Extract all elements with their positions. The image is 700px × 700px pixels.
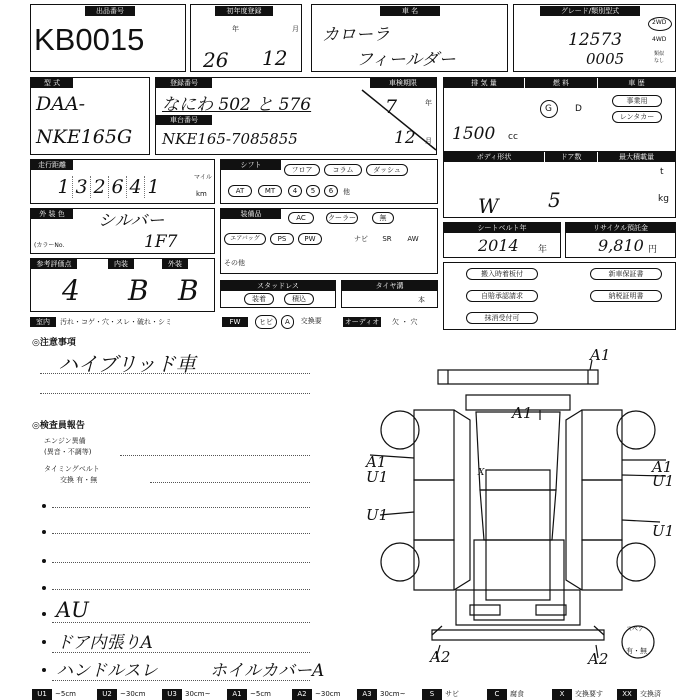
model-name-line2: フィールダー — [356, 50, 456, 70]
legend-value: 腐食 — [510, 690, 524, 698]
inspector-item-2: ドア内張りA — [56, 633, 153, 653]
notes-line-rule — [40, 373, 310, 374]
equip-navi: ナビ — [354, 235, 368, 243]
doc-warranty: 新車保証書 — [590, 268, 662, 280]
inner-text: 汚れ・コゲ・穴・スレ・破れ・シミ — [60, 318, 172, 326]
diag-label-u1-right: U1 — [652, 472, 675, 490]
shift-gear-4: 4 — [288, 185, 302, 197]
interior-value: B — [128, 274, 149, 307]
audio-label: オーディオ — [344, 318, 380, 326]
type-line2: NKE165G — [36, 126, 133, 148]
purpose-business: 事業用 — [612, 95, 662, 107]
grade-value2: 0005 — [586, 50, 625, 68]
legend-value: ~5cm — [55, 690, 76, 698]
tire-unit: 本 — [418, 296, 425, 304]
inspector-rule — [52, 622, 310, 623]
first-reg-year-unit: 年 — [232, 25, 239, 33]
stanley-loaded: 積込 — [284, 293, 314, 305]
seatbelt-header: シートベルト年 — [444, 223, 560, 233]
diag-label-u1-left2: U1 — [366, 506, 389, 524]
legend-value: ~30cm — [120, 690, 146, 698]
legend-value: ~30cm — [315, 690, 341, 698]
eval-header: 参考評価点 — [31, 259, 77, 269]
legend-value: 30cm~ — [380, 690, 406, 698]
fw-replace: 交換要 — [300, 317, 322, 325]
equip-none: 無 — [372, 212, 394, 224]
lot-number: KB0015 — [34, 22, 145, 57]
timing-rule — [150, 482, 310, 483]
legend-key: U2 — [97, 689, 117, 700]
exterior-value: B — [178, 274, 199, 307]
doc-delivery-board: 搬入時着板付 — [466, 268, 538, 280]
interior-header: 内装 — [108, 259, 134, 269]
inspector-rule — [52, 589, 310, 590]
doc-insurance: 自賠承認請求 — [466, 290, 538, 302]
inspector-item-3: ハンドルスレ — [56, 661, 158, 681]
color-code-label: (カラーNo. — [34, 242, 65, 249]
grade-note: 類似 なし — [654, 51, 665, 64]
diag-label-u1-left: U1 — [366, 468, 389, 486]
diag-label-x: X — [478, 468, 485, 478]
engine-rule — [120, 455, 310, 456]
diag-label-a1-top: A1 — [590, 346, 611, 364]
fuel-d: D — [575, 104, 582, 114]
exterior-header: 外装 — [162, 259, 188, 269]
fw-a: A — [281, 315, 294, 329]
inspection-month: 12 — [394, 128, 416, 148]
body-value: W — [478, 194, 499, 218]
recycle-header: リサイクル預託金 — [566, 223, 675, 233]
equip-ac: AC — [288, 212, 314, 224]
doc-tax: 納税証明書 — [590, 290, 662, 302]
color-header: 外 装 色 — [31, 209, 73, 219]
mileage-digit: 3 — [73, 176, 91, 198]
car-diagram — [360, 340, 690, 685]
recycle-value: 9,810 — [598, 236, 644, 255]
stanley-mounted: 装着 — [244, 293, 274, 305]
legend-key: A2 — [292, 689, 312, 700]
inspector-rule — [52, 507, 310, 508]
first-reg-header: 初年度登録 — [215, 6, 273, 16]
mileage-digit: 1 — [55, 176, 73, 198]
diag-label-a2-left: A2 — [430, 648, 451, 666]
type-header: 型 式 — [31, 78, 73, 88]
doors-header: ドア数 — [545, 152, 597, 162]
bullet — [42, 559, 46, 563]
bullet — [42, 612, 46, 616]
fw-crack: ヒビ — [255, 315, 277, 329]
legend-value: 交換要す — [575, 690, 603, 698]
shift-mt: MT — [258, 185, 282, 197]
purpose-rental: レンタカー — [612, 111, 662, 123]
grade-header: グレード/類別型式 — [540, 6, 640, 16]
inspection-year: 7 — [385, 96, 398, 118]
mileage-mile: マイル — [194, 174, 212, 181]
notes-header: ◎注意事項 — [32, 338, 76, 348]
notes-line1: ハイブリッド車 — [58, 352, 196, 376]
engine-label: エンジン異備 — [44, 437, 86, 445]
displacement-value: 1500 — [452, 124, 496, 144]
first-reg-month: 12 — [262, 46, 288, 70]
equipment-header: 装備品 — [221, 209, 281, 219]
fuel-g: G — [545, 104, 552, 114]
legend-key: A3 — [357, 689, 377, 700]
doc-cancel: 抹消受付可 — [466, 312, 538, 324]
equip-row2 — [224, 233, 426, 245]
shift-dash: ダッシュ — [366, 164, 408, 176]
model-name-header: 車 名 — [380, 6, 440, 16]
spare-label: スペア — [626, 626, 645, 633]
recycle-unit: 円 — [648, 245, 658, 255]
mileage-header: 走行距離 — [31, 160, 73, 170]
color-code: 1F7 — [144, 232, 178, 252]
equip-sr: SR — [382, 235, 392, 243]
shift-gear-5: 5 — [306, 185, 320, 197]
legend-key: C — [487, 689, 507, 700]
bullet — [42, 586, 46, 590]
chassis-value: NKE165-7085855 — [162, 130, 298, 148]
mileage-unit: km — [196, 190, 207, 198]
audio-text: 欠 ・ 穴 — [392, 318, 418, 326]
model-name-line1: カローラ — [322, 25, 390, 45]
doors-value: 5 — [548, 188, 561, 212]
equip-ps: PS — [270, 233, 294, 245]
capacity-unit-kg: kg — [658, 194, 669, 204]
shift-header: シフト — [221, 160, 281, 170]
shift-column: コラム — [324, 164, 362, 176]
legend-key: S — [422, 689, 442, 700]
equip-airbag: エアバッグ — [224, 233, 266, 245]
engine-label2: (異音・不調等) — [44, 448, 92, 456]
grade-value1: 12573 — [568, 30, 623, 50]
displacement-header: 排 気 量 — [444, 78, 524, 88]
seatbelt-value: 2014 — [478, 236, 519, 255]
tire-header: タイヤ溝 — [342, 281, 437, 291]
inspector-header: ◎検査員報告 — [32, 421, 85, 431]
diag-label-a2-right: A2 — [588, 650, 609, 668]
body-header: ボディ形状 — [444, 152, 544, 162]
inspector-item-1: AU — [56, 598, 89, 622]
bullet — [42, 640, 46, 644]
diag-label-a1-right: A1 — [652, 458, 673, 476]
legend-value: 30cm~ — [185, 690, 211, 698]
capacity-header: 最大積載量 — [598, 152, 675, 162]
mileage-digit: 6 — [109, 176, 127, 198]
spare-opts: 有・無 — [626, 647, 647, 655]
shift-other: 他 — [343, 188, 350, 196]
chassis-header: 車台番号 — [156, 115, 212, 125]
inspector-rule — [52, 652, 310, 653]
inspector-rule — [52, 562, 310, 563]
bullet — [42, 504, 46, 508]
first-reg-year: 26 — [203, 48, 229, 72]
capacity-unit: t — [660, 167, 664, 177]
notes-line-rule — [40, 393, 310, 394]
eval-value: 4 — [62, 274, 80, 307]
equip-aw: AW — [407, 235, 419, 243]
legend-value: サビ — [445, 690, 459, 698]
inner-label: 室内 — [30, 317, 56, 327]
shift-at: AT — [228, 185, 252, 197]
mileage-digit: 1 — [147, 176, 160, 198]
first-reg-month-unit: 月 — [292, 25, 299, 33]
inspector-rule — [52, 680, 310, 681]
shift-floor: フロア — [284, 164, 320, 176]
displacement-unit: cc — [508, 132, 518, 142]
color-value: シルバー — [98, 211, 165, 231]
mileage-digit: 4 — [127, 176, 145, 198]
shift-gear-6: 6 — [324, 185, 338, 197]
diag-label-a1-left: A1 — [366, 453, 387, 471]
type-line1: DAA- — [36, 93, 86, 115]
inspection-year-unit: 年 — [425, 99, 432, 107]
timing-label: タイミングベルト — [44, 465, 100, 473]
legend-key: U3 — [162, 689, 182, 700]
purpose-header: 車 歴 — [598, 78, 675, 88]
fuel-header: 燃 料 — [525, 78, 597, 88]
seatbelt-unit: 年 — [538, 245, 548, 255]
equip-cooler: クーラー — [328, 214, 356, 222]
inspector-rule — [52, 533, 310, 534]
diag-label-u1-right2: U1 — [652, 522, 675, 540]
lot-header: 出品番号 — [85, 6, 135, 16]
bullet — [42, 530, 46, 534]
timing-label2: 交換 有・無 — [60, 476, 98, 484]
mileage-digit: 2 — [91, 176, 109, 198]
inspector-item-4: ホイルカバーA — [210, 661, 325, 681]
mileage-digits — [55, 176, 162, 198]
drive-2wd: 2WD — [652, 19, 667, 26]
legend-value: ~5cm — [250, 690, 271, 698]
fw-label: FW — [222, 317, 248, 327]
drive-4wd: 4WD — [652, 36, 667, 43]
inspection-header: 車検期限 — [370, 78, 436, 88]
legend-value: 交換済 — [640, 690, 661, 698]
bullet — [42, 668, 46, 672]
equip-pw: PW — [298, 233, 322, 245]
legend-key: X — [552, 689, 572, 700]
legend-key: A1 — [227, 689, 247, 700]
reg-header: 登録番号 — [156, 78, 212, 88]
legend-key: XX — [617, 689, 637, 700]
stanley-header: スタッドレス — [221, 281, 335, 291]
equip-other: その他 — [224, 259, 245, 267]
fw-opts — [255, 315, 325, 329]
reg-value: なにわ 502 と 576 — [162, 95, 312, 115]
inspection-month-unit: 月 — [425, 137, 432, 145]
legend-key: U1 — [32, 689, 52, 700]
diag-label-a1-mid: A1 — [512, 404, 533, 422]
